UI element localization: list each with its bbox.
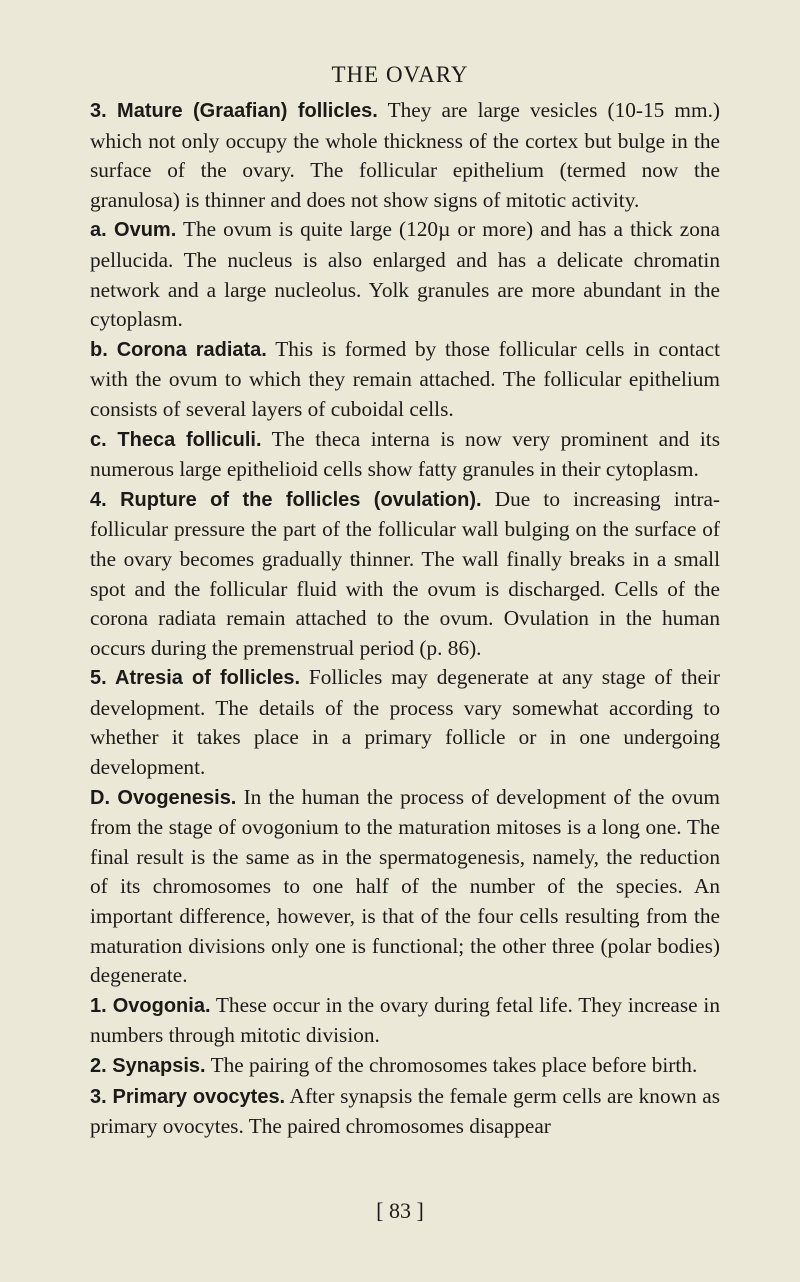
paragraph-text: After synapsis the female germ cells are known as primary ovocytes. The paired chromosomes disappear xyxy=(90,1083,720,1139)
paragraph-heading: 3. Mature (Graafian) follicles. xyxy=(90,100,378,122)
paragraph xyxy=(90,663,720,782)
paragraph xyxy=(90,991,720,1051)
paragraph-heading: 2. Synapsis. xyxy=(90,1055,206,1077)
paragraph xyxy=(90,215,720,334)
paragraph-heading: D. Ovogenesis. xyxy=(90,786,237,809)
paragraph-heading: 4. Rupture of the follicles (ovulation). xyxy=(90,488,482,511)
paragraph-text: Follicles may degenerate at any stage of their development. The details of the process vary somewhat according to whether it takes place in a primary follicle or in one undergoing development. xyxy=(90,665,720,780)
paragraph xyxy=(90,1082,720,1142)
paragraph-text: These occur in the ovary during fetal life. They increase in numbers through mitotic division. xyxy=(90,992,720,1048)
paragraph-text: Due to increasing intra-follicular pressure the part of the follicular wall bulging on the surface of the ovary becomes gradually thinner. The wall finally breaks in a small spot and the follicular fluid with the ovum is discharged. Cells of the corona radiata remain attached to the ovum. Ovulation in the human occurs during the premenstrual period (p. 86). xyxy=(90,486,720,660)
paragraph-text: The ovum is quite large (120µ or more) and has a thick zona pellucida. The nucleus is also enlarged and has a delicate chromatin network and a large nucleolus. Yolk granules are more abundant in the cytoplasm. xyxy=(90,217,720,332)
paragraph-text: In the human the process of development of the ovum from the stage of ovogonium to the maturation mitoses is a long one. The final result is the same as in the spermatogenesis, namely, the reduction of its chromosomes to one half of the number of the species. An important difference, however, is that of the four cells resulting from the maturation divisions only one is functional; the other three (polar bodies) degenerate. xyxy=(90,784,720,988)
running-header: THE OVARY xyxy=(331,62,469,87)
paragraph xyxy=(90,425,720,485)
paragraph-heading: 5. Atresia of follicles. xyxy=(90,667,301,690)
paragraph-heading: 3. Primary ovocytes. xyxy=(90,1085,286,1108)
paragraph xyxy=(90,783,720,991)
paragraph-text: They are large vesicles (10-15 mm.) which not only occupy the whole thickness of the cortex but bulge in the surface of the ovary. The follicular epithelium (termed now the granulosa) is thinner and does not show signs of mitotic activity. xyxy=(90,98,720,212)
paragraph xyxy=(90,335,720,425)
paragraph-text: This is formed by those follicular cells in contact with the ovum to which they remain attached. The follicular epithelium consists of several layers of cuboidal cells. xyxy=(90,336,720,421)
paragraph-heading: a. Ovum. xyxy=(90,219,177,242)
paragraph xyxy=(90,96,720,215)
paragraph-text: The theca interna is now very prominent and its numerous large epithelioid cells show fatty granules in their cytoplasm. xyxy=(90,426,721,482)
paragraph-heading: 1. Ovogonia. xyxy=(90,994,211,1017)
paragraph-text: The pairing of the chromosomes takes place before birth. xyxy=(205,1053,698,1077)
page-number: [ 83 ] xyxy=(376,1198,424,1223)
paragraph-heading: b. Corona radiata. xyxy=(90,338,267,361)
paragraph-heading: c. Theca folliculi. xyxy=(90,428,262,451)
paragraph xyxy=(90,485,720,664)
paragraph xyxy=(90,1051,720,1082)
page-body xyxy=(90,96,720,1142)
